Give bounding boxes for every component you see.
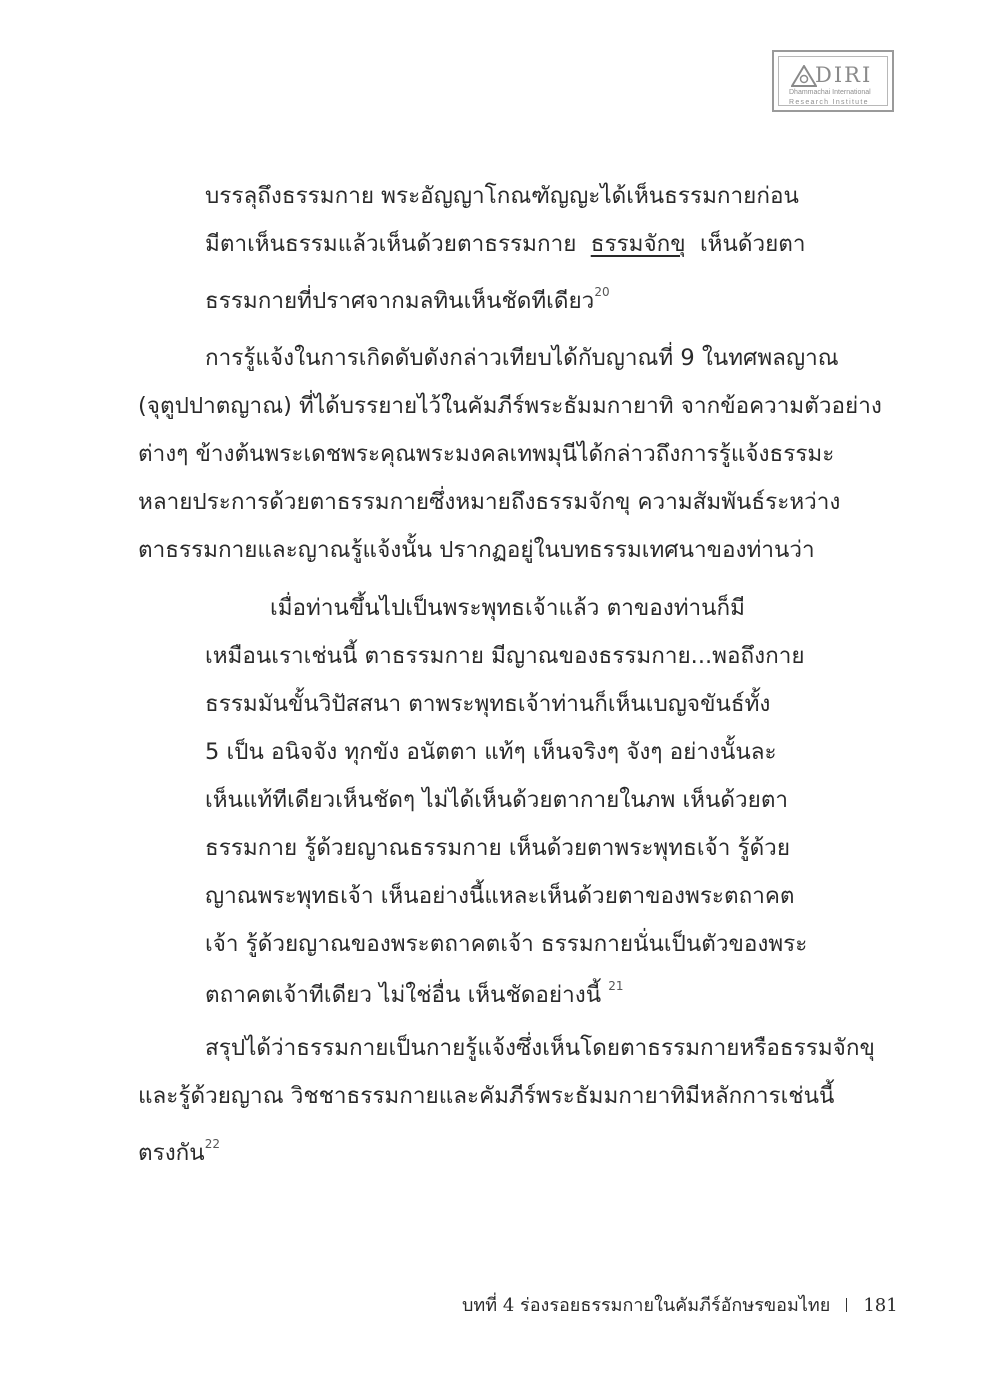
quote2-line-9: [205, 966, 624, 1015]
para1-line-3: ต่างๆ ข้างต้นพระเดชพระคุณพระมงคลเทพมุนีได้กล่าวถึงการรู้แจ้งธรรมะ: [138, 441, 835, 467]
quote1-line-2: [205, 224, 806, 264]
quote2-line-2: เหมือนเราเช่นนี้ ตาธรรมกาย มีญาณของธรรมกาย...พอถึงกาย: [205, 643, 805, 669]
logo-frame: [778, 56, 888, 106]
logo-subtitle-2: Research Institute: [789, 99, 869, 106]
quote2-line-7: ญาณพระพุทธเจ้า เห็นอย่างนี้แหละเห็นด้วยตาของพระตถาคต: [205, 883, 795, 909]
quote2-line-3: ธรรมมันขั้นวิปัสสนา ตาพระพุทธเจ้าท่านก็เห็นเบญจขันธ์ทั้ง: [205, 691, 771, 717]
triangle-emblem-icon: [791, 65, 817, 87]
logo-name: DIRI: [815, 63, 873, 87]
diri-logo: [772, 50, 894, 112]
quote2-line-6: ธรรมกาย รู้ด้วยญาณธรรมกาย เห็นด้วยตาพระพุทธเจ้า รู้ด้วย: [205, 835, 790, 861]
underlined-term: ธรรมจักขุ: [590, 231, 686, 257]
para2-line-3: [138, 1124, 220, 1173]
quote1-line-2-tail: เห็นด้วยตา: [699, 231, 806, 257]
footnote-21: 21: [608, 979, 624, 993]
para1-line-1: การรู้แจ้งในการเกิดดับดังกล่าวเทียบได้กับญาณที่ 9 ในทศพลญาณ: [205, 345, 839, 371]
quote1-line-3-text: ธรรมกายที่ปราศจากมลทินเห็นชัดทีเดียว: [205, 288, 595, 314]
page-number: 181: [863, 1295, 898, 1316]
quote1-line-3: [205, 272, 610, 321]
footnote-20: 20: [594, 285, 610, 299]
quote2-line-9-text: ตถาคตเจ้าทีเดียว ไม่ใช่อื่น เห็นชัดอย่างนี้: [205, 982, 602, 1008]
para1-line-2: (จุตูปปาตญาณ) ที่ได้บรรยายไว้ในคัมภีร์พระธัมมกายาทิ จากข้อความตัวอย่าง: [138, 393, 882, 419]
page-footer: [462, 1290, 898, 1319]
para1-line-5: ตาธรรมกายและญาณรู้แจ้งนั้น ปรากฏอยู่ในบทธรรมเทศนาของท่านว่า: [138, 537, 815, 563]
quote1-line-2-text: มีตาเห็นธรรมแล้วเห็นด้วยตาธรรมกาย: [205, 231, 577, 257]
footnote-22: 22: [204, 1137, 220, 1151]
para1-line-4: หลายประการด้วยตาธรรมกายซึ่งหมายถึงธรรมจักขุ ความสัมพันธ์ระหว่าง: [138, 489, 841, 515]
para2-line-2: และรู้ด้วยญาณ วิชชาธรรมกายและคัมภีร์พระธัมมกายาทิมีหลักการเช่นนี้: [138, 1083, 835, 1109]
quote2-line-8: เจ้า รู้ด้วยญาณของพระตถาคตเจ้า ธรรมกายนั่นเป็นตัวของพระ: [205, 931, 808, 957]
logo-subtitle-1: Dhammachai International: [789, 89, 871, 96]
chapter-title: บทที่ 4 ร่องรอยธรรมกายในคัมภีร์อักษรขอมไทย: [462, 1295, 831, 1316]
quote2-line-1: เมื่อท่านขึ้นไปเป็นพระพุทธเจ้าแล้ว ตาของท่านก็มี: [270, 595, 746, 621]
para2-line-3-text: ตรงกัน: [138, 1140, 205, 1166]
footer-divider: [846, 1298, 847, 1312]
quote2-line-4: 5 เป็น อนิจจัง ทุกขัง อนัตตา แท้ๆ เห็นจริงๆ จังๆ อย่างนั้นละ: [205, 739, 777, 765]
quote2-line-5: เห็นแท้ทีเดียวเห็นชัดๆ ไม่ได้เห็นด้วยตากายในภพ เห็นด้วยตา: [205, 787, 789, 813]
quote1-line-1: บรรลุถึงธรรมกาย พระอัญญาโกณฑัญญะได้เห็นธรรมกายก่อน: [205, 183, 799, 209]
para2-line-1: สรุปได้ว่าธรรมกายเป็นกายรู้แจ้งซึ่งเห็นโดยตาธรรมกายหรือธรรมจักขุ: [205, 1035, 875, 1061]
